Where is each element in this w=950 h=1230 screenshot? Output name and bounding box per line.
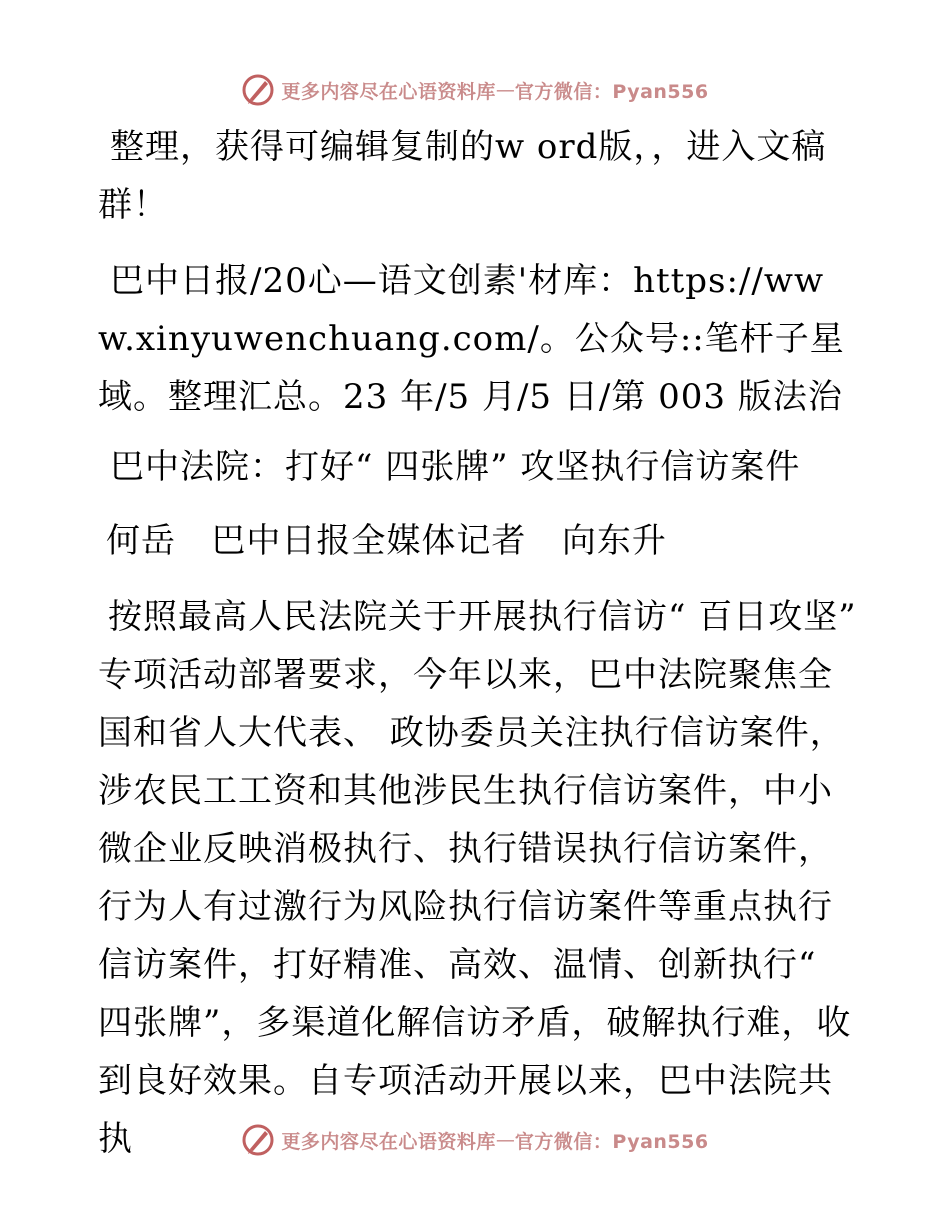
body-paragraph: 按照最高人民法院关于开展执行信访“ 百日攻坚” 专项活动部署要求，今年以来，巴中法院聚焦全国和省人大代表、 政协委员关注执行信访案件， 涉农民工工资和其他涉民生执行信访案件，中小微企业反映消极执行、执行错误执行信访案件，行为人有过激行为风险执行信访案件等重点执行信访案件，打好精准、高效、温情、创新执行“ 四张牌”，多渠道化解信访矛盾，破解执行难，收到良好效果。自专项活动开展以来，巴中法院共执 — [98, 597, 857, 1159]
article-content — [98, 118, 858, 1168]
header-banner — [0, 70, 950, 110]
banner-wechat-text: 官方微信：Pyan556 — [514, 1130, 709, 1153]
footer-banner — [0, 1120, 950, 1160]
source-paragraph: 巴中日报/20心—语文创素'材库：https://www.xinyuwenchuang.com/。公众号::笔杆子星域。整理汇总。23 年/5 月/5 日/第 003 版法治 — [98, 261, 845, 417]
banner-separator: — — [495, 1129, 515, 1151]
banner-wechat-text: 官方微信：Pyan556 — [514, 80, 709, 103]
intro-paragraph: 整理，获得可编辑复制的w ord版，，进入文稿群！ — [98, 127, 827, 225]
article-byline: 何岳 巴中日报全媒体记者 向东升 — [106, 521, 667, 561]
quill-seal-icon — [241, 1123, 275, 1157]
article-headline: 巴中法院：打好“ 四张牌” 攻坚执行信访案件 — [110, 447, 801, 487]
quill-seal-icon — [241, 73, 275, 107]
banner-site-text: 更多内容尽在心语资料库 — [281, 80, 496, 103]
banner-site-text: 更多内容尽在心语资料库 — [281, 1130, 496, 1153]
banner-separator: — — [495, 79, 515, 101]
